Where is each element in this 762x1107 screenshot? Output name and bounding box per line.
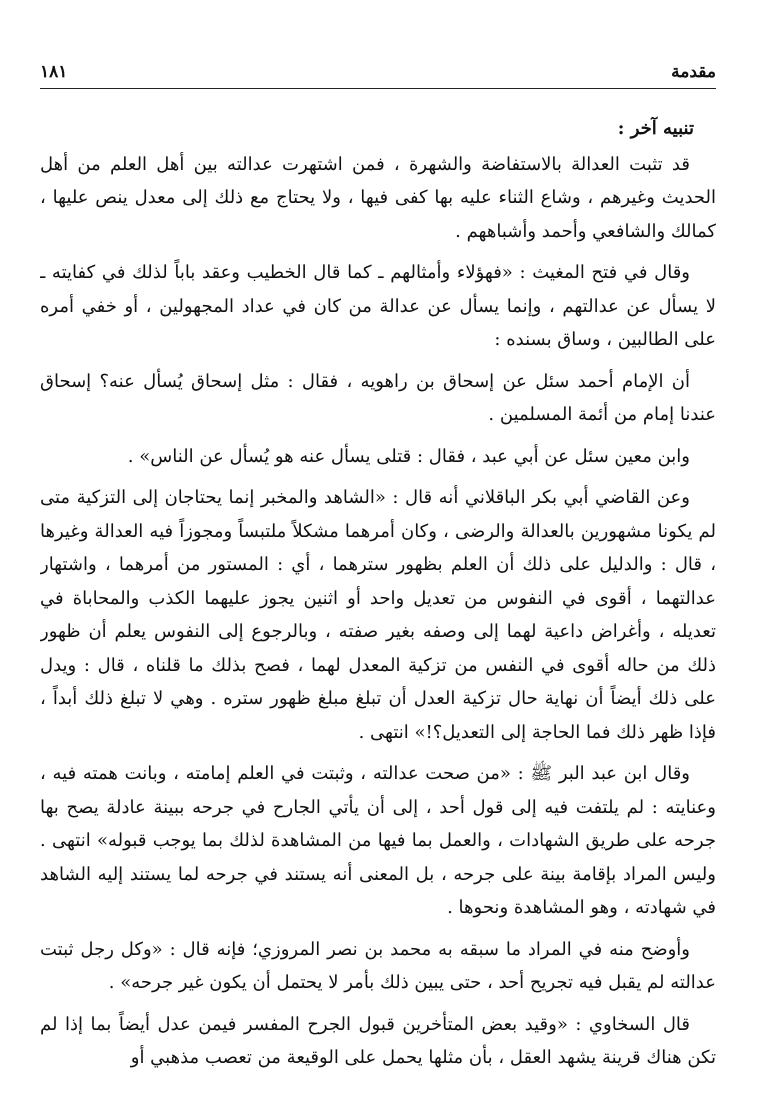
paragraph: وأوضح منه في المراد ما سبقه به محمد بن نصر المروزي؛ فإنه قال : «وكل رجل ثبتت عدالته لم يقبل فيه تجريح أحد ، حتى يبين ذلك بأمر لا يحتمل أن يكون غير جرحه» . [40, 938, 716, 993]
page-header [40, 62, 716, 89]
running-title: مقدمة [671, 62, 716, 82]
paragraph: وقال ابن عبد البر ﷺ : «من صحت عدالته ، وثبتت في العلم إمامته ، وبانت همته فيه ، وعنايته : لم يلتفت فيه إلى قول أحد ، إلى أن يأتي الجارح في جرحه ببينة عادلة يصح بها جرحه على طريق الشهادات ، والعمل بما فيها من المشاهدة لذلك بما يوجب قبوله» انتهى . وليس المراد بإقامة بينة على جرحه ، بل المعنى أنه يستند في جرحه لما يستند إليه الشاهد في شهادته ، وهو المشاهدة ونحوها . [40, 763, 716, 918]
section-heading: تنبيه آخر : [617, 118, 694, 139]
paragraph: قد تثبت العدالة بالاستفاضة والشهرة ، فمن اشتهرت عدالته بين أهل العلم من أهل الحديث وغيرهم ، وشاع الثناء عليه بها كفى فيها ، ولا يحتاج مع ذلك إلى معدل ينص عليها ، كمالك والشافعي وأحمد وأشباههم . [40, 153, 716, 242]
paragraph: أن الإمام أحمد سئل عن إسحاق بن راهويه ، فقال : مثل إسحاق يُسأل عنه؟ إسحاق عندنا إمام من أئمة المسلمين . [40, 370, 716, 425]
paragraph: وعن القاضي أبي بكر الباقلاني أنه قال : «الشاهد والمخبر إنما يحتاجان إلى التزكية متى لم يكونا مشهورين بالعدالة والرضى ، وكان أمرهما مشكلاً ملتبساً ومجوزاً فيه العدالة وغيرها ، قال : والدليل على ذلك أن العلم بظهور سترهما ، أي : المستور من أمرهما ، واشتهار عدالتهما ، أقوى في النفوس من تعديل واحد أو اثنين يجوز عليهما الكذب والمحاباة في تعديله ، وأغراض داعية لهما إلى وصفه بغير صفته ، وبالرجوع إلى النفوس يعلم أن ظهور ذلك من حاله أقوى في النفس من تزكية المعدل لهما ، فصح بذلك ما قلناه ، قال : ويدل على ذلك أيضاً أن نهاية حال تزكية العدل أن تبلغ مبلغ ظهور ستره . وهي لا تبلغ ذلك أبداً ، فإذا ظهر ذلك فما الحاجة إلى التعديل؟!» انتهى . [40, 487, 716, 743]
paragraph: وقال في فتح المغيث : «فهؤلاء وأمثالهم ـ كما قال الخطيب وعقد باباً لذلك في كفايته ـ لا يسأل عن عدالتهم ، وإنما يسأل عن عدالة من كان في عداد المجهولين ، أو خفي أمره على الطالبين ، وساق بسنده : [40, 262, 716, 350]
paragraph: وابن معين سئل عن أبي عبد ، فقال : قتلى يسأل عنه هو يُسأل عن الناس» . [127, 445, 690, 467]
paragraph: قال السخاوي : «وقيد بعض المتأخرين قبول الجرح المفسر فيمن عدل أيضاً بما إذا لم تكن هناك قرينة يشهد العقل ، بأن مثلها يحمل على الوقيعة من تعصب مذهبي أو [40, 1013, 716, 1068]
page-body [40, 112, 716, 1107]
page-number: ١٨١ [40, 62, 68, 82]
